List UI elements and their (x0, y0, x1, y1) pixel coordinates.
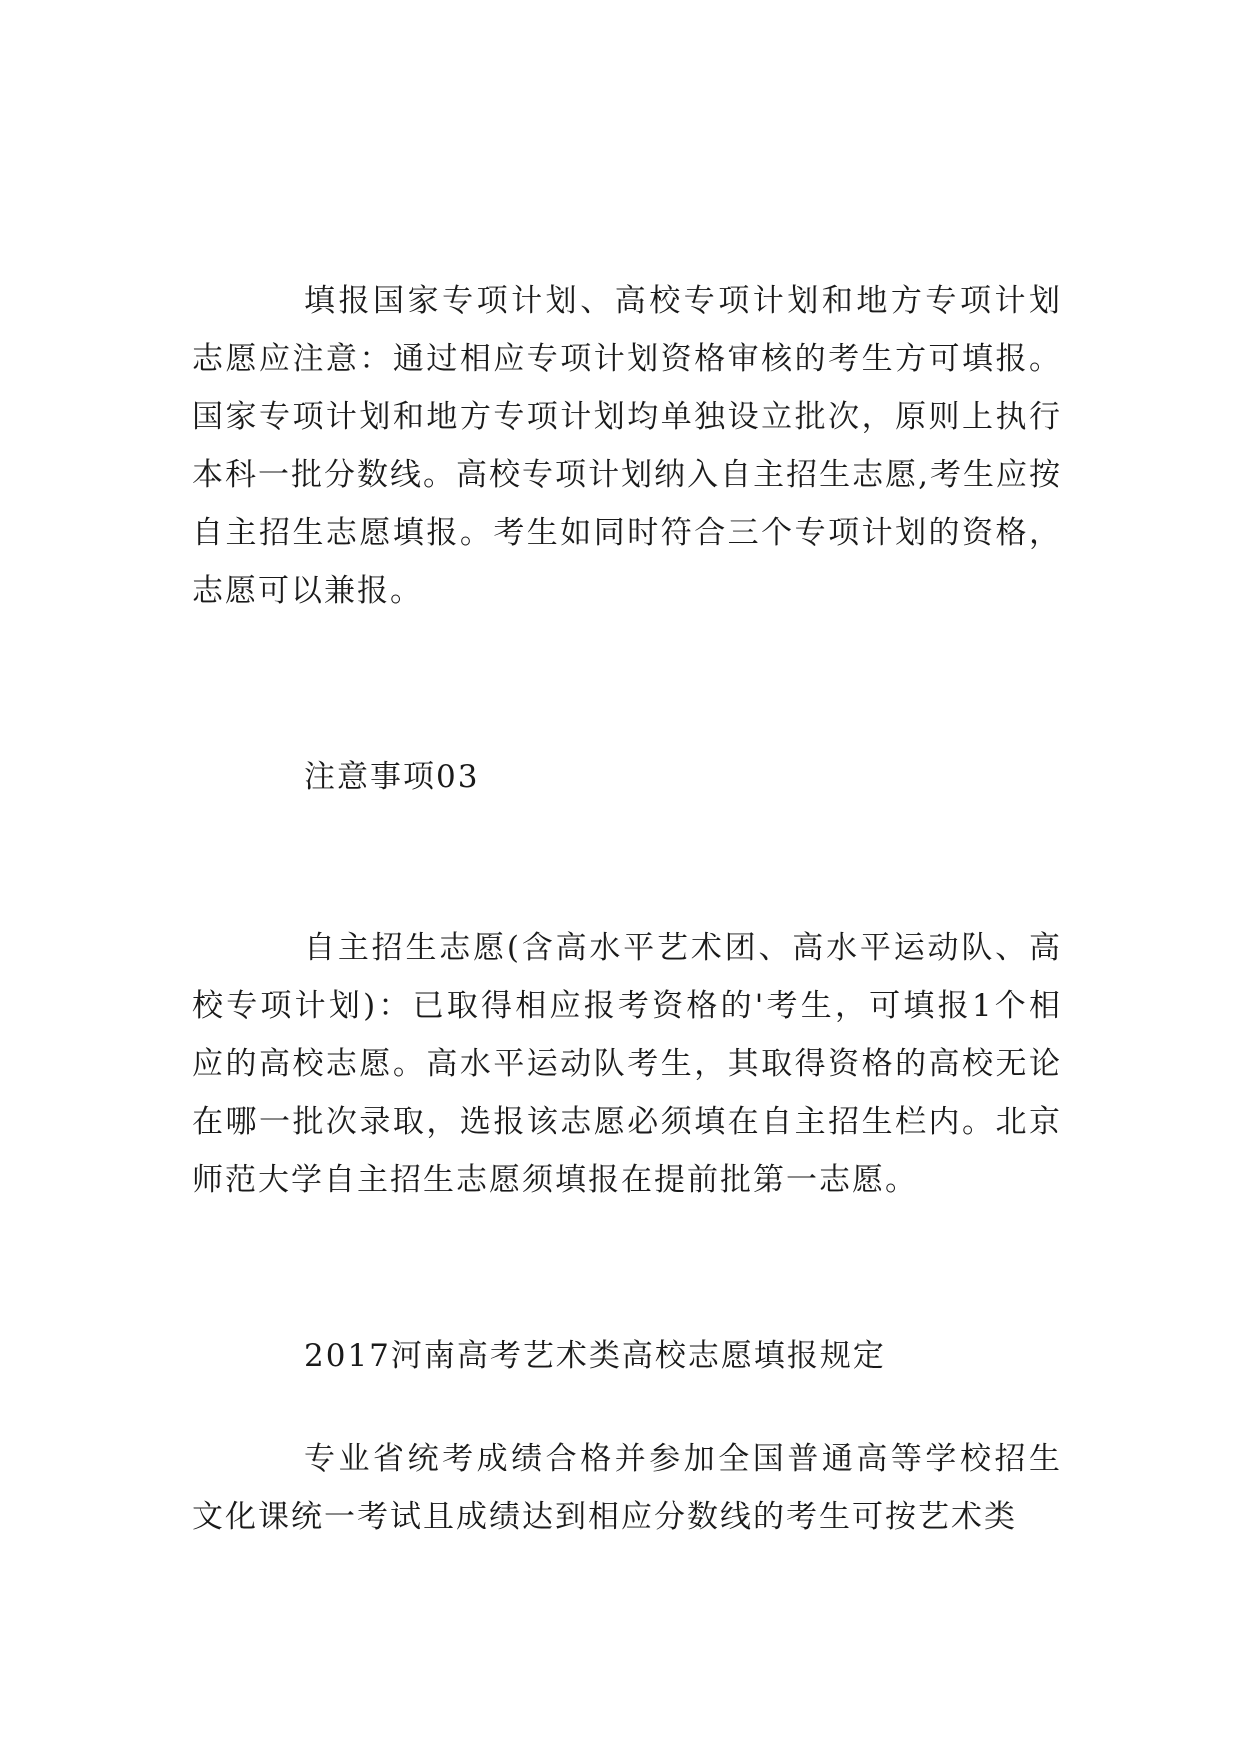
paragraph-independent-enrollment: 自主招生志愿(含高水平艺术团、高水平运动队、高校专项计划)：已取得相应报考资格的'考生，可填报1个相应的高校志愿。高水平运动队考生，其取得资格的高校无论在哪一批次录取，选报该志愿必须填在自主招生栏内。北京师范大学自主招生志愿须填报在提前批第一志愿。 (192, 930, 1062, 1198)
paragraph-art-qualification: 专业省统考成绩合格并参加全国普通高等学校招生文化课统一考试且成绩达到相应分数线的考生可按艺术类 (192, 1441, 1062, 1535)
section-heading-notice-03: 注意事项03 (304, 759, 480, 795)
section-heading-art-rules: 2017河南高考艺术类高校志愿填报规定 (304, 1338, 886, 1374)
paragraph-special-plans: 填报国家专项计划、高校专项计划和地方专项计划志愿应注意：通过相应专项计划资格审核的考生方可填报。国家专项计划和地方专项计划均单独设立批次，原则上执行本科一批分数线。高校专项计划纳入自主招生志愿,考生应按自主招生志愿填报。考生如同时符合三个专项计划的资格，志愿可以兼报。 (192, 283, 1062, 609)
